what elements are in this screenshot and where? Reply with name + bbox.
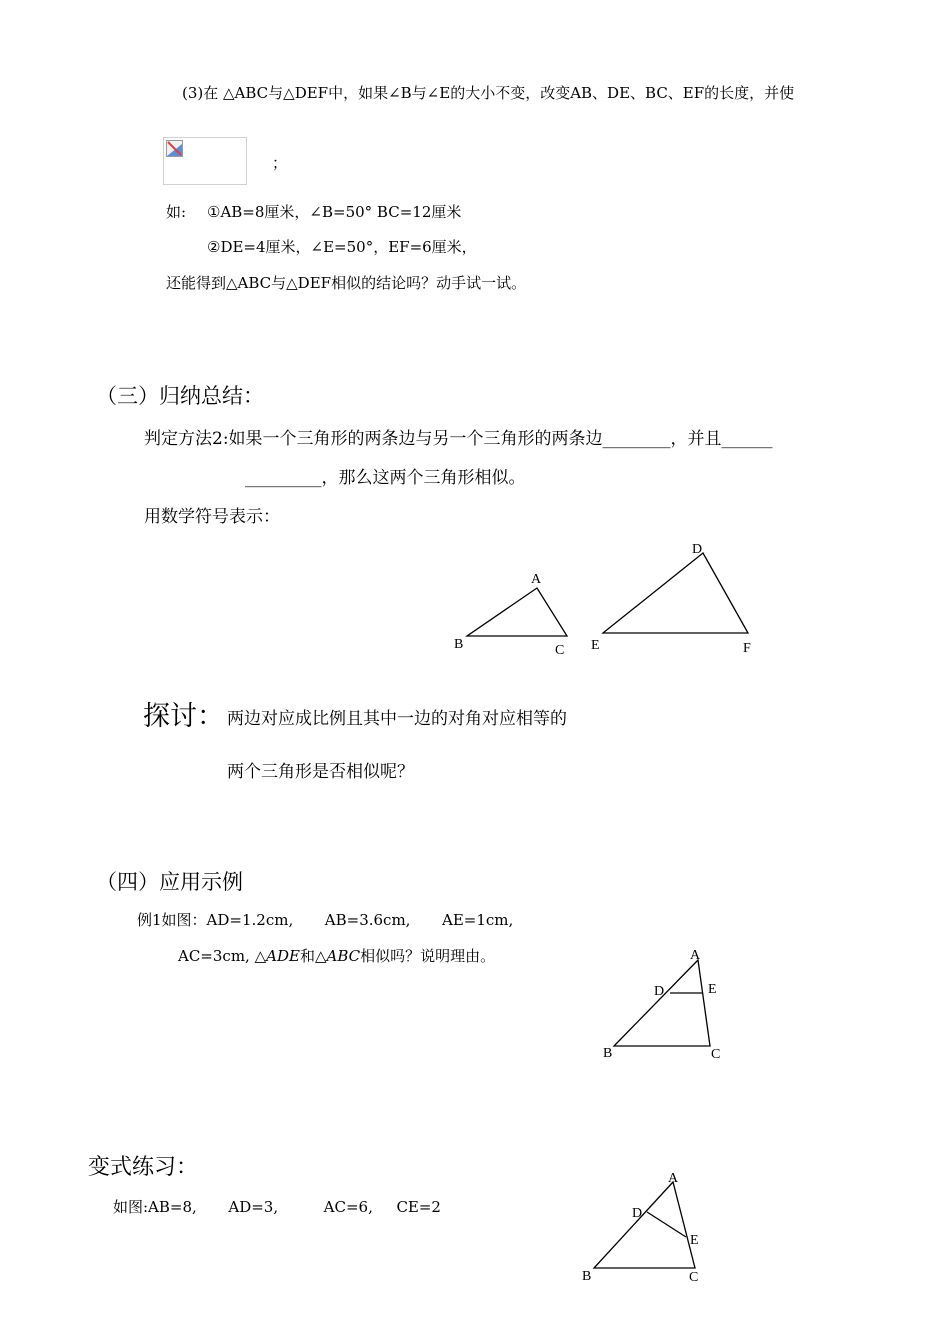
- summary-heading: （三）归纳总结：: [96, 384, 264, 408]
- part3-question: 还能得到△ABC与△DEF相似的结论吗？动手试一试。: [166, 274, 527, 292]
- label-e: E: [708, 982, 717, 997]
- example1-ad: 例1如图：AD=1.2cm,: [137, 911, 294, 929]
- application-heading: （四）应用示例: [96, 870, 243, 894]
- label-c: C: [711, 1047, 721, 1062]
- label-b: B: [582, 1269, 592, 1284]
- example-2: ②DE=4厘米，∠E=50°，EF=6厘米，: [207, 238, 477, 256]
- variant-ad: AD=3,: [228, 1198, 279, 1216]
- fill-blank-1: ________: [602, 429, 671, 449]
- label-b: B: [603, 1046, 613, 1061]
- example-label: 如:: [166, 203, 187, 221]
- example1-ade: ADE: [266, 947, 300, 965]
- label-e: E: [690, 1233, 699, 1248]
- label-e: E: [591, 638, 600, 653]
- label-a: A: [531, 572, 542, 587]
- explore-line2: 两个三角形是否相似呢？: [227, 762, 414, 782]
- variant-heading: 变式练习：: [88, 1155, 199, 1180]
- variant-ce: CE=2: [396, 1198, 441, 1216]
- example1-text-b: 相似吗？说明理由。: [360, 947, 496, 965]
- label-c: C: [555, 643, 565, 658]
- semicolon: ；: [272, 154, 288, 172]
- explore-line1: 两边对应成比例且其中一边的对角对应相等的: [227, 709, 567, 729]
- example1-text-a: AC=3cm, △: [178, 947, 267, 965]
- triangle-abc-3: [594, 1182, 695, 1268]
- example1-and: 和△: [299, 947, 327, 965]
- label-a: A: [690, 948, 701, 963]
- fill-blank-3: _________: [245, 468, 322, 488]
- example1-abc: ABC: [326, 947, 361, 965]
- symbol-prompt: 用数学符号表示：: [144, 507, 280, 527]
- variant-ab: 如图:AB=8,: [113, 1198, 197, 1216]
- fill-blank-2: ______: [721, 429, 773, 449]
- example1-ae: AE=1cm,: [442, 911, 514, 929]
- label-b: B: [454, 637, 464, 652]
- segment-de: [647, 1212, 686, 1237]
- example1-ab: AB=3.6cm,: [324, 911, 411, 929]
- summary-text-a: 判定方法2:如果一个三角形的两条边与另一个三角形的两条边: [144, 429, 603, 449]
- label-d: D: [692, 542, 703, 557]
- label-f: F: [743, 641, 751, 656]
- label-d: D: [632, 1206, 643, 1221]
- explore-title: 探讨：: [143, 701, 224, 732]
- summary-text-c: ，那么这两个三角形相似。: [321, 468, 526, 488]
- label-a: A: [668, 1171, 679, 1186]
- label-c: C: [689, 1270, 699, 1285]
- variant-ac: AC=6,: [323, 1198, 373, 1216]
- part3-line1: (3)在 △ABC与△DEF中，如果∠B与∠E的大小不变，改变AB、DE、BC、EF的长度，并使: [182, 84, 795, 102]
- example-1: ①AB=8厘米，∠B=50° BC=12厘米: [207, 203, 462, 221]
- label-d: D: [654, 984, 665, 999]
- summary-text-b: ，并且: [670, 429, 722, 449]
